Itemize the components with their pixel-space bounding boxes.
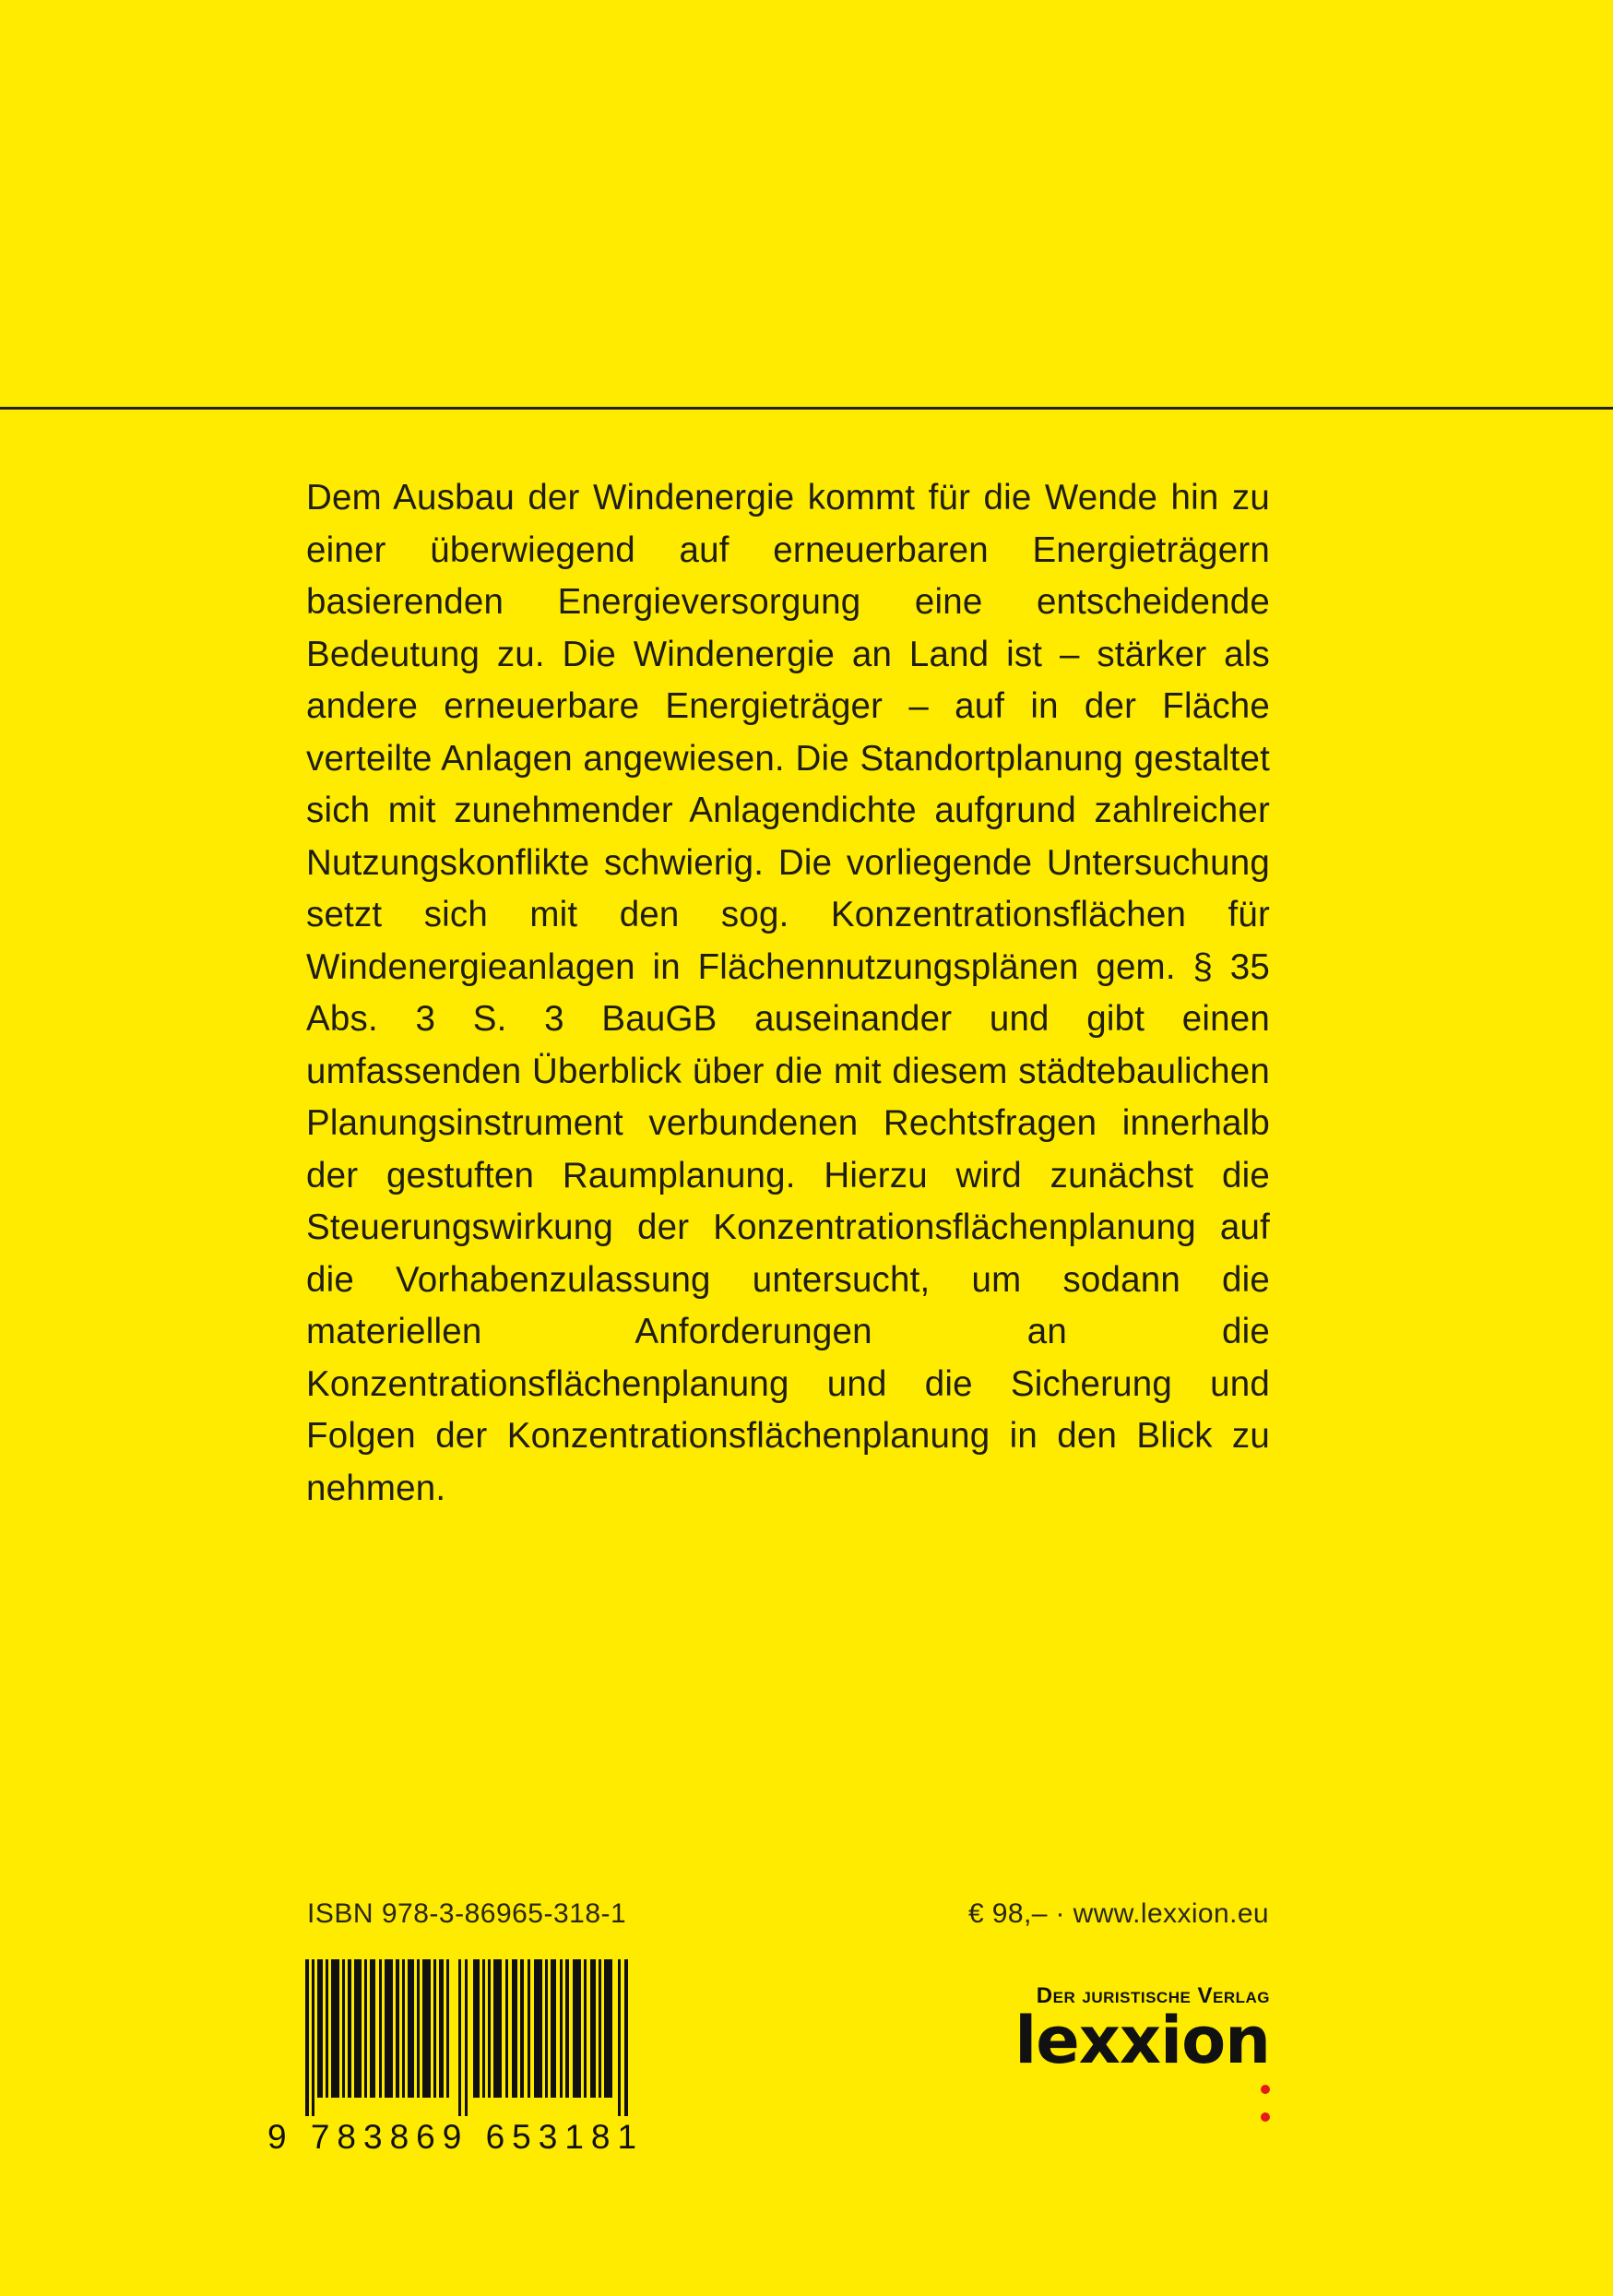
price-and-website: € 98,– · www.lexxion.eu: [967, 1898, 1269, 1929]
back-cover-blurb: Dem Ausbau der Windenergie kommt für die Wende hin zu einer überwiegend auf erneuerbaren Energieträgern basierenden Energieversorgung eine entscheidende Bedeutung zu. Die Windenergie an Land ist – stärker als andere erneuerbare Energieträger – auf in der Fläche verteilte Anlagen angewiesen. Die Standortplanung gestaltet sich mit zunehmender Anlagendichte aufgrund zahlreicher Nutzungskonflikte schwierig. Die vorliegende Untersuchung setzt sich mit den sog. Konzentrationsflächen für Windenergieanlagen in Flächennutzungsplänen gem. § 35 Abs. 3 S. 3 BauGB auseinander und gibt einen umfassenden Überblick über die mit diesem städtebaulichen Planungsinstrument verbundenen Rechtsfragen innerhalb der gestuften Raumplanung. Hierzu wird zunächst die Steuerungswirkung der Konzentrationsflächenplanung auf die Vorhabenzulassung untersucht, um sodann die materiellen Anforderungen an die Konzentrationsflächenplanung und die Sicherung und Folgen der Konzentrationsflächenplanung in den Blick zu nehmen.: [306, 478, 1270, 1508]
publisher-logo: lexxion: [1014, 2003, 1270, 2078]
barcode: [267, 1954, 651, 2157]
barcode-bars: [305, 1959, 637, 2116]
publisher-tagline: Der juristische Verlag: [1036, 1983, 1270, 2008]
publisher-block: [1014, 1983, 1270, 2078]
logo-dot-top: [1261, 2085, 1270, 2094]
logo-colon-icon: [1261, 2085, 1270, 2125]
horizontal-divider: [0, 407, 1613, 410]
isbn-text: ISBN 978-3-86965-318-1: [307, 1898, 627, 1929]
barcode-digits: 9 783869 653181: [267, 2118, 645, 2156]
logo-dot-bottom: [1261, 2112, 1270, 2122]
